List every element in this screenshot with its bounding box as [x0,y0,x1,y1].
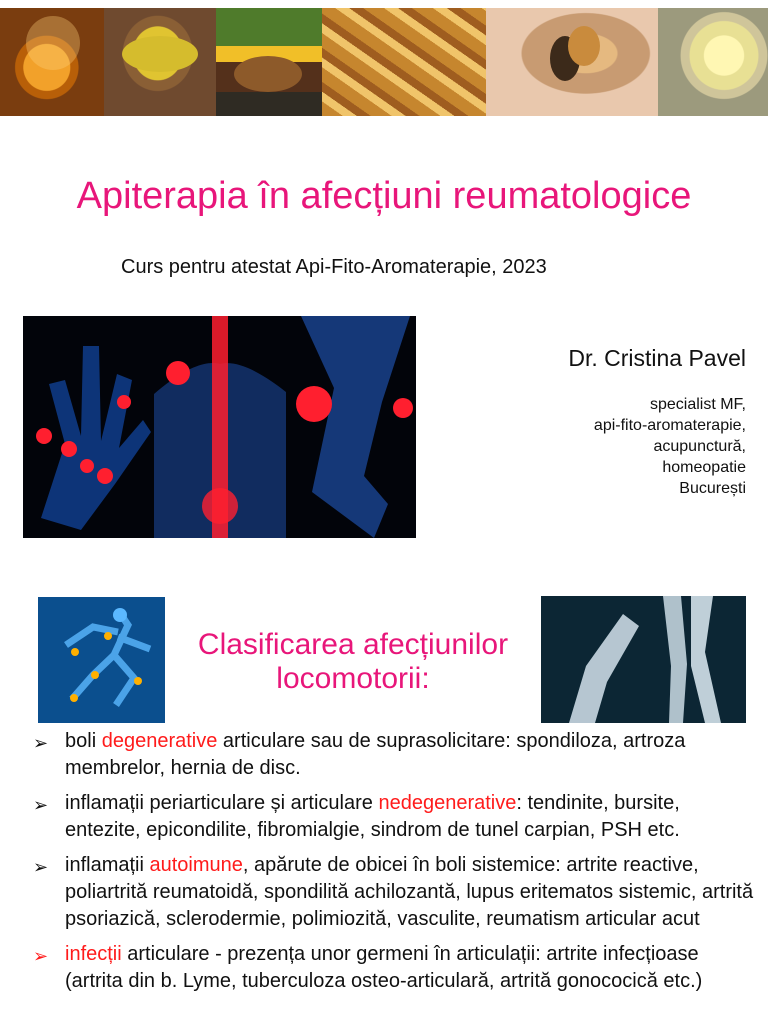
knee-xray-graphic [286,316,416,538]
bullet-text-suffix: articulare sau de suprasolicitare: spondiloza, artroza membrelor, hernia de disc. [65,730,686,779]
bullet-text-prefix: inflamații [65,854,150,876]
bee-image [486,8,658,116]
hand-xray-graphic [23,316,154,538]
page-title: Apiterapia în afecțiuni reumatologice [76,175,692,217]
course-subtitle: Curs pentru atestat Api-Fito-Aromaterapie, 2023 [121,256,547,278]
bullet-highlight: autoimune [149,854,243,876]
bullet-text-prefix: inflamații periarticulare și articulare [65,792,379,814]
bullet-highlight: nedegenerative [378,792,517,814]
arrow-bullet-icon: ➢ [33,795,49,815]
author-detail-line: București [679,480,746,497]
leg-xray-image [541,596,746,723]
leg-xray-graphic [541,596,746,723]
bullet-item [33,852,758,933]
royal-jelly-image [658,8,768,116]
bullet-item [33,790,758,844]
author-name: Dr. Cristina Pavel [568,345,746,371]
arrow-bullet-icon: ➢ [33,857,49,877]
knee-xray [286,316,416,538]
spine-xray-graphic [154,316,286,538]
section-title-line: locomotorii: [276,662,430,695]
pollen-image [104,8,216,116]
spine-xray [154,316,286,538]
honey-image [0,8,104,116]
bullet-text-prefix: boli [65,730,102,752]
runner-graphic [38,597,165,723]
bullet-highlight: infecții [65,943,122,965]
arrow-bullet-icon: ➢ [33,733,49,753]
bullet-text-suffix: , apărute de obicei în boli sistemice: artrite reactive, poliartrită reumatoidă, spondilită achilozantă, lupus eritematos sistemic, artrită psoriazică, sclerodermie, polimiozită, vasculite, reumatism articular acut [65,854,754,930]
hand-joint-xray [23,316,154,538]
bullet-highlight: degenerative [101,730,218,752]
section-title-line: Clasificarea afecțiunilor [197,628,509,661]
arrow-bullet-icon: ➢ [33,946,49,966]
author-detail-line: specialist MF, [649,396,746,413]
author-detail-line: acupunctură, [653,438,746,455]
author-details [594,394,746,499]
bullet-item [33,941,758,995]
bullet-text-suffix: : tendinite, bursite, entezite, epicondilite, fibromialgie, sindrom de tunel carpian, PSH etc. [65,792,680,841]
author-detail-line: homeopatie [662,459,746,476]
author-detail-line: api-fito-aromaterapie, [593,417,746,434]
bullet-text-suffix: articulare - prezența unor germeni în articulații: artrite infecțioase (artrita din b. Lyme, tuberculoza osteo-articulară, artrită gonococică etc.) [65,943,703,992]
honeycomb-image [322,8,486,116]
bullet-list [33,728,758,1003]
bullet-item [33,728,758,782]
runner-joint-image [38,597,165,723]
propolis-image [216,8,322,116]
section-title [178,628,528,696]
